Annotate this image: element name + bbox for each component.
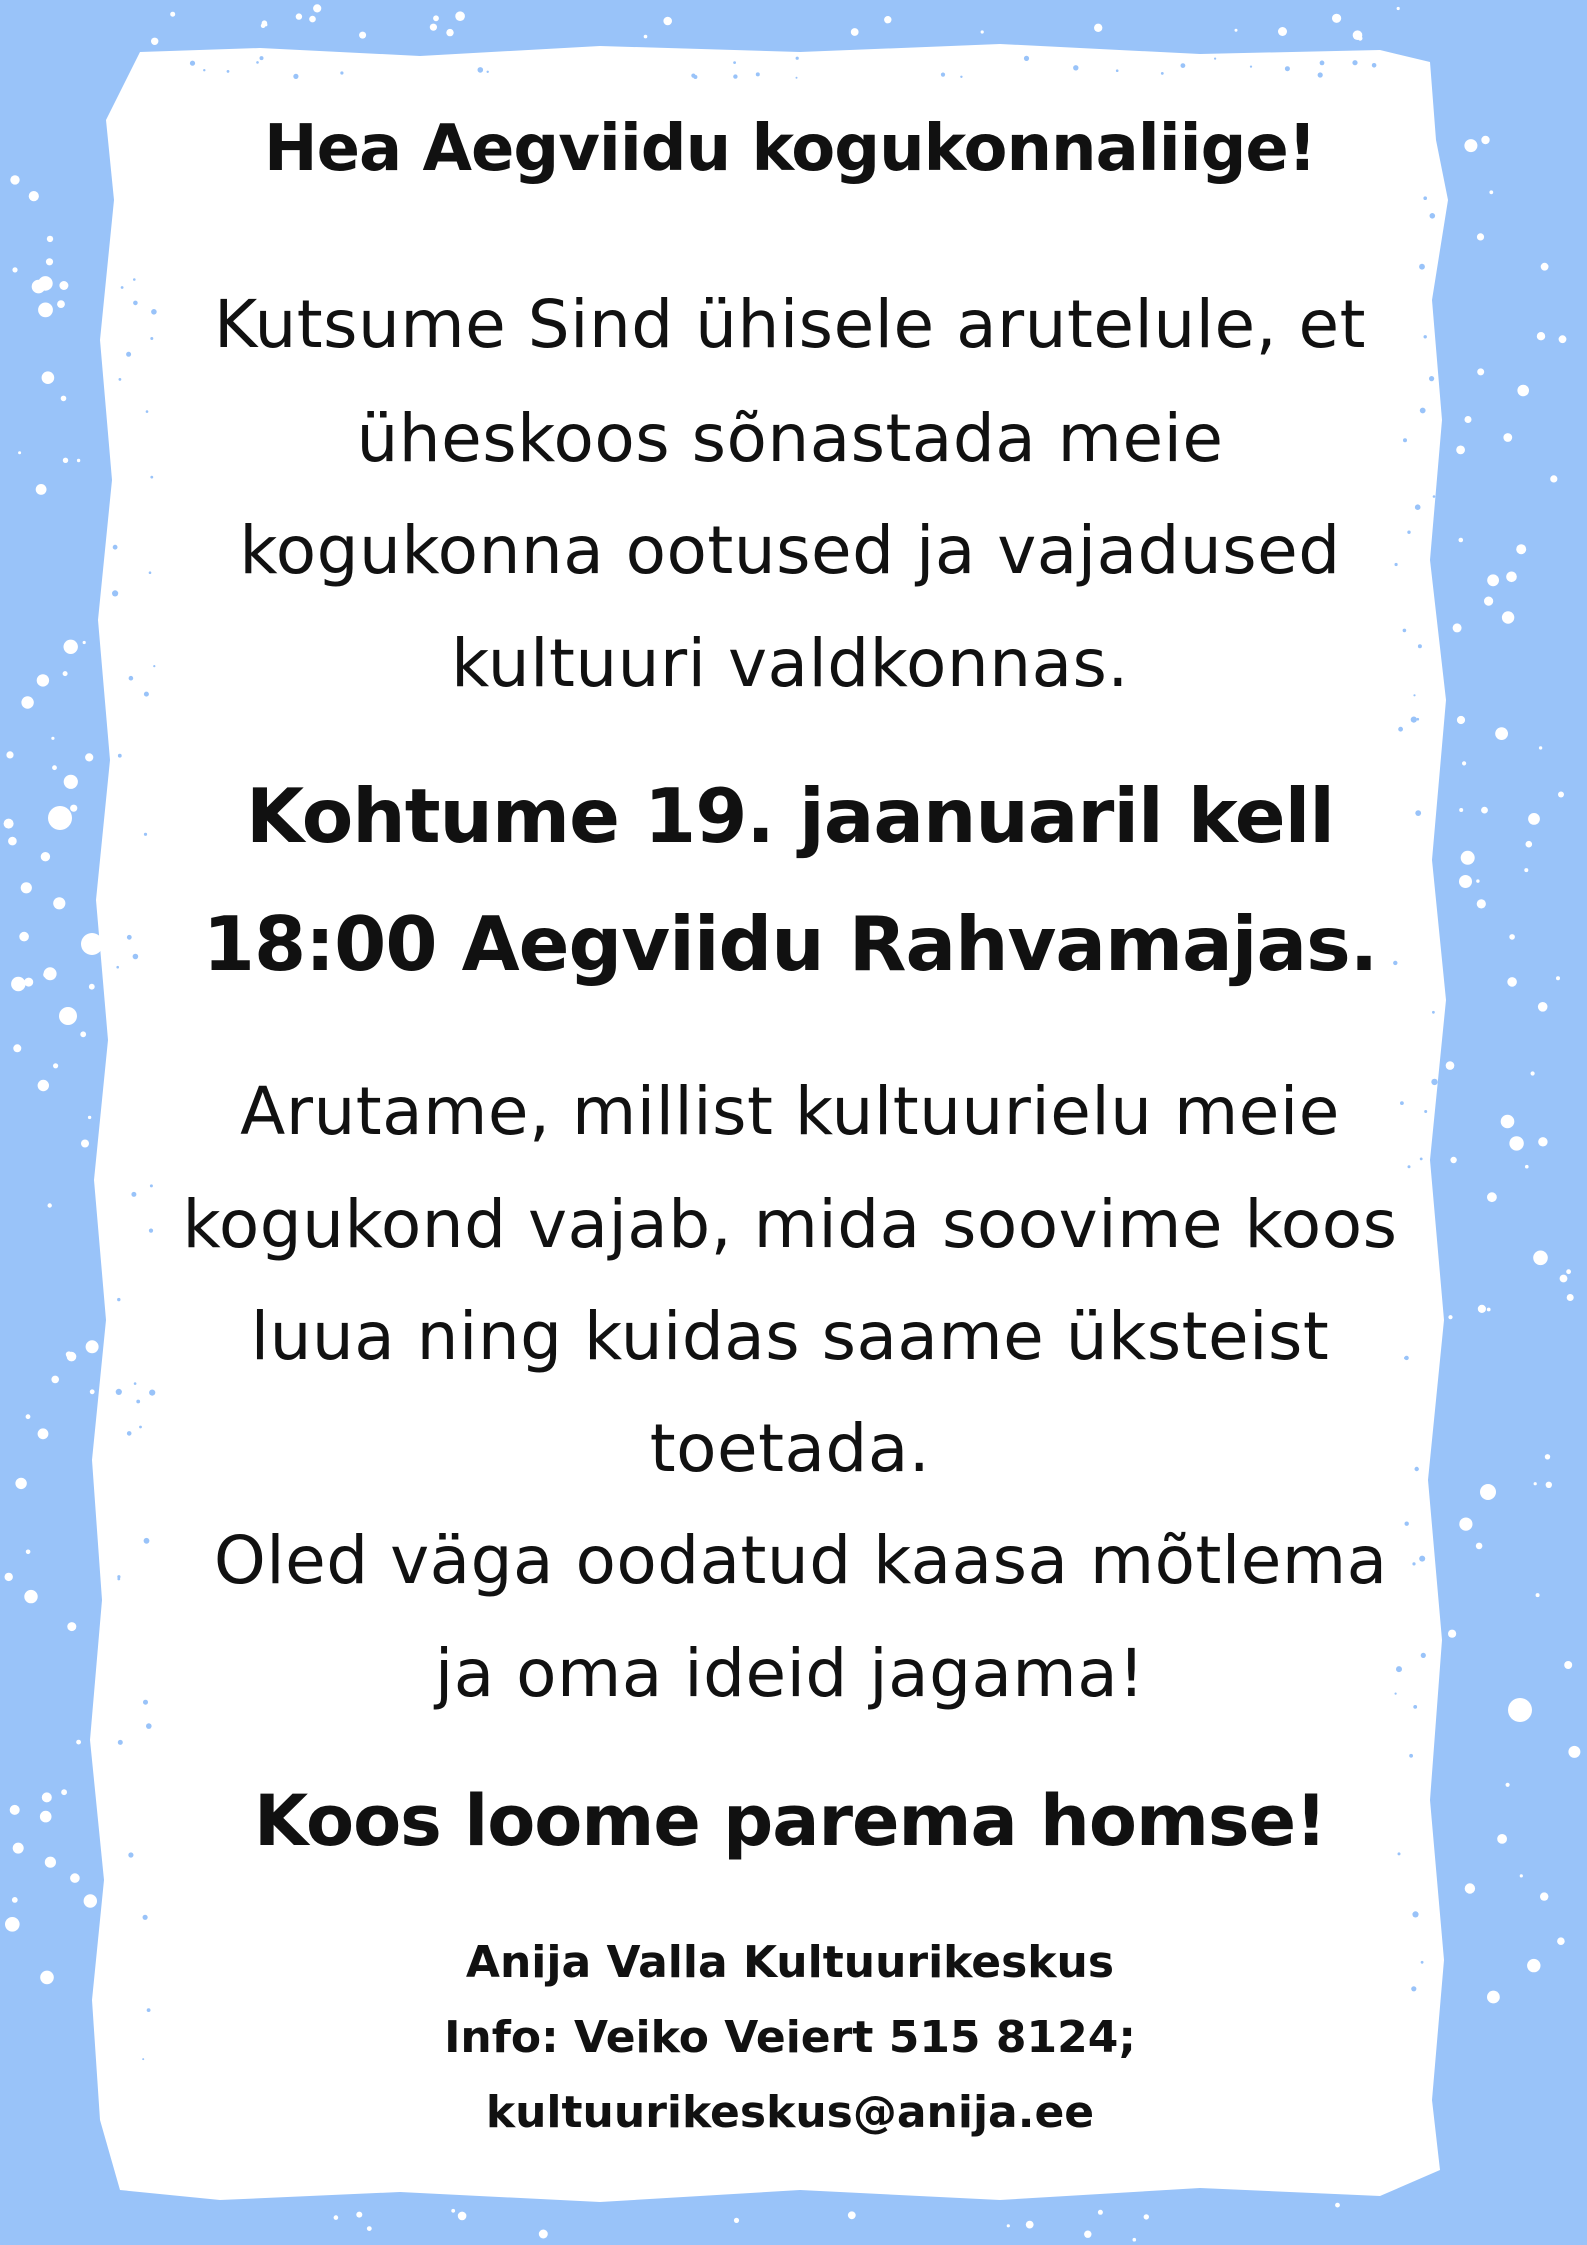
splatter-dot <box>1564 1661 1572 1669</box>
splatter-dot <box>1503 433 1512 442</box>
splatter-dot <box>1545 1454 1550 1459</box>
splatter-dot <box>117 1298 120 1301</box>
splatter-dot <box>1430 213 1436 219</box>
splatter-dot <box>1098 2210 1103 2215</box>
splatter-dot <box>693 75 697 79</box>
splatter-dot <box>1516 544 1526 554</box>
splatter-dot <box>1531 1071 1535 1075</box>
splatter-dot <box>1285 66 1290 71</box>
footer-organization: Anija Valla Kultuurikeskus <box>465 1937 1115 1988</box>
splatter-dot <box>38 303 53 318</box>
splatter-dot <box>1335 2203 1340 2208</box>
splatter-dot <box>8 837 17 846</box>
splatter-dot <box>1465 1883 1475 1893</box>
splatter-dot <box>61 396 67 402</box>
splatter-dot <box>113 545 118 550</box>
splatter-dot <box>63 671 68 676</box>
splatter-dot <box>1537 332 1545 340</box>
splatter-dot <box>1456 446 1465 455</box>
splatter-dot <box>53 897 65 909</box>
splatter-dot <box>12 267 17 272</box>
splatter-dot <box>24 1590 37 1603</box>
splatter-dot <box>128 1852 133 1857</box>
splatter-dot <box>1459 1518 1472 1531</box>
splatter-dot <box>136 1400 140 1404</box>
splatter-dot <box>1431 1079 1437 1085</box>
splatter-dot <box>1477 368 1484 375</box>
splatter-dot <box>367 2226 372 2231</box>
splatter-dot <box>1550 475 1557 482</box>
splatter-dot <box>458 2212 467 2221</box>
splatter-dot <box>941 73 945 77</box>
splatter-dot <box>143 1700 148 1705</box>
splatter-dot <box>129 676 134 681</box>
splatter-dot <box>1278 27 1287 36</box>
splatter-dot <box>1133 2238 1137 2242</box>
splatter-dot <box>1501 1115 1515 1129</box>
splatter-dot <box>112 590 118 596</box>
splatter-dot <box>1411 717 1417 723</box>
splatter-dot <box>1462 761 1466 765</box>
splatter-dot <box>1480 1484 1496 1500</box>
splatter-dot <box>1417 718 1420 721</box>
splatter-dot <box>796 57 799 60</box>
splatter-dot <box>144 692 149 697</box>
splatter-dot <box>116 1389 122 1395</box>
splatter-dot <box>1484 597 1493 606</box>
splatter-dot <box>796 77 798 79</box>
splatter-dot <box>139 1426 142 1429</box>
splatter-dot <box>455 11 465 21</box>
splatter-dot <box>40 1971 54 1985</box>
splatter-dot <box>359 32 366 39</box>
splatter-dot <box>40 1811 52 1823</box>
splatter-dot <box>296 13 302 19</box>
splatter-dot <box>1415 504 1421 510</box>
invitation-line-3: kogukonna ootused ja vajadused <box>239 512 1341 589</box>
splatter-dot <box>487 71 489 73</box>
splatter-dot <box>45 1857 56 1868</box>
splatter-dot <box>144 833 147 836</box>
splatter-dot <box>1557 1937 1565 1945</box>
splatter-dot <box>38 1428 49 1439</box>
splatter-dot <box>43 972 49 978</box>
splatter-dot <box>1144 2214 1149 2219</box>
splatter-dot <box>1461 851 1475 865</box>
discussion-line-1: Arutame, millist kultuurielu meie <box>240 1073 1340 1150</box>
splatter-dot <box>133 278 136 281</box>
splatter-dot <box>61 1789 67 1795</box>
splatter-dot <box>53 1063 58 1068</box>
splatter-dot <box>203 69 205 71</box>
splatter-dot <box>1433 495 1436 498</box>
splatter-dot <box>70 805 77 812</box>
splatter-dot <box>1372 63 1377 68</box>
splatter-dot <box>356 2212 362 2218</box>
splatter-dot <box>1397 7 1400 10</box>
splatter-dot <box>1409 1754 1413 1758</box>
splatter-dot <box>21 696 33 708</box>
splatter-dot <box>334 2215 339 2220</box>
splatter-dot <box>539 2230 548 2239</box>
splatter-dot <box>1497 1834 1507 1844</box>
splatter-dot <box>1538 1137 1547 1146</box>
splatter-dot <box>76 1740 81 1745</box>
splatter-dot <box>340 71 343 74</box>
splatter-dot <box>981 30 984 33</box>
splatter-dot <box>59 1007 77 1025</box>
splatter-dot <box>52 765 57 770</box>
splatter-dot <box>1419 264 1425 270</box>
splatter-dot <box>433 15 439 21</box>
splatter-dot <box>5 1917 20 1932</box>
splatter-dot <box>1506 1783 1510 1787</box>
splatter-dot <box>57 300 65 308</box>
splatter-dot <box>1538 1002 1548 1012</box>
splatter-dot <box>256 61 259 64</box>
splatter-dot <box>13 1843 24 1854</box>
splatter-dot <box>1487 1308 1491 1312</box>
splatter-dot <box>1481 136 1489 144</box>
splatter-dot <box>146 1723 152 1729</box>
discussion-line-2: kogukond vajab, mida soovime koos <box>182 1186 1398 1263</box>
splatter-dot <box>190 61 195 66</box>
splatter-dot <box>478 67 484 73</box>
splatter-dot <box>36 484 47 495</box>
splatter-dot <box>21 882 32 893</box>
splatter-dot <box>663 17 672 26</box>
splatter-dot <box>1487 1991 1500 2004</box>
splatter-dot <box>126 352 131 357</box>
splatter-dot <box>149 1390 155 1396</box>
footer-email: kultuurikeskus@anija.ee <box>485 2087 1095 2138</box>
splatter-dot <box>64 775 78 789</box>
splatter-dot <box>1432 1011 1435 1014</box>
splatter-dot <box>1528 813 1540 825</box>
splatter-dot <box>1567 1294 1574 1301</box>
splatter-dot <box>84 1894 97 1907</box>
splatter-dot <box>1026 2221 1034 2229</box>
splatter-dot <box>48 1203 52 1207</box>
splatter-dot <box>90 1389 95 1394</box>
splatter-dot <box>293 74 298 79</box>
splatter-dot <box>1448 1630 1456 1638</box>
splatter-dot <box>1506 572 1517 583</box>
splatter-dot <box>118 1740 123 1745</box>
splatter-dot <box>1489 190 1493 194</box>
splatter-dot <box>127 1431 132 1436</box>
splatter-dot <box>1524 868 1528 872</box>
splatter-dot <box>1453 623 1462 632</box>
splatter-dot <box>1508 1698 1532 1722</box>
splatter-dot <box>313 4 321 12</box>
splatter-dot <box>1560 1275 1568 1283</box>
splatter-dot <box>848 2211 856 2219</box>
splatter-dot <box>42 371 55 384</box>
splatter-dot <box>1533 1251 1548 1266</box>
splatter-dot <box>960 76 962 78</box>
splatter-dot <box>142 2058 144 2060</box>
splatter-dot <box>1235 29 1238 32</box>
splatter-dot <box>1495 727 1508 740</box>
discussion-line-5: Oled väga oodatud kaasa mõtlema <box>192 1522 1388 1599</box>
splatter-dot <box>13 1044 21 1052</box>
splatter-dot <box>67 1622 76 1631</box>
splatter-dot <box>1546 1482 1552 1488</box>
splatter-dot <box>1509 1136 1523 1150</box>
splatter-dot <box>1507 977 1517 987</box>
splatter-dot <box>1558 792 1564 798</box>
splatter-dot <box>117 1575 120 1578</box>
splatter-dot <box>18 451 21 454</box>
splatter-dot <box>24 978 33 987</box>
meeting-line-2: 18:00 Aegviidu Rahvamajas. <box>202 900 1378 988</box>
splatter-dot <box>1459 875 1472 888</box>
splatter-dot <box>116 966 119 969</box>
footer-contact: Info: Veiko Veiert 515 8124; <box>444 2012 1136 2063</box>
splatter-dot <box>1446 1061 1455 1070</box>
splatter-dot <box>1477 233 1484 240</box>
splatter-dot <box>77 459 80 462</box>
splatter-dot <box>734 2218 739 2223</box>
splatter-dot <box>85 753 93 761</box>
splatter-dot <box>1318 72 1323 77</box>
splatter-dot <box>12 1897 18 1903</box>
splatter-dot <box>1429 376 1434 381</box>
splatter-dot <box>5 1573 13 1581</box>
splatter-dot <box>1509 934 1515 940</box>
splatter-dot <box>10 175 19 184</box>
splatter-dot <box>1464 139 1477 152</box>
splatter-dot <box>1487 574 1499 586</box>
splatter-dot <box>1459 808 1463 812</box>
splatter-dot <box>1084 2231 1091 2238</box>
splatter-dot <box>88 1116 91 1119</box>
splatter-dot <box>83 641 86 644</box>
splatter-dot <box>1559 335 1567 343</box>
splatter-dot <box>1320 61 1325 66</box>
splatter-dot <box>1161 72 1164 75</box>
splatter-dot <box>1423 196 1427 200</box>
splatter-dot <box>1526 841 1533 848</box>
splatter-dot <box>19 932 29 942</box>
splatter-dot <box>143 1915 148 1920</box>
splatter-dot <box>1459 538 1464 543</box>
splatter-dot <box>1534 1482 1537 1485</box>
splatter-dot <box>1214 58 1216 60</box>
invitation-line-4: kultuuri valdkonnas. <box>451 625 1129 702</box>
splatter-dot <box>260 56 264 60</box>
splatter-dot <box>264 23 267 26</box>
splatter-dot <box>1520 1874 1523 1877</box>
invitation-line-1: Kutsume Sind ühisele arutelule, et <box>213 286 1367 363</box>
discussion-line-3: luua ning kuidas saame üksteist <box>250 1298 1330 1375</box>
splatter-dot <box>1487 1192 1497 1202</box>
splatter-dot <box>51 737 54 740</box>
splatter-dot <box>1539 746 1542 749</box>
greeting-heading: Hea Aegviidu kogukonnaliige! <box>264 112 1316 186</box>
splatter-dot <box>644 35 648 39</box>
splatter-dot <box>1525 1165 1529 1169</box>
splatter-dot <box>1116 69 1119 72</box>
splatter-dot <box>144 1538 150 1544</box>
splatter-dot <box>26 1414 31 1419</box>
splatter-dot <box>733 61 736 64</box>
splatter-dot <box>41 852 50 861</box>
splatter-dot <box>756 72 760 76</box>
splatter-dot <box>1568 1746 1580 1758</box>
splatter-dot <box>133 301 138 306</box>
splatter-dot <box>227 70 230 73</box>
splatter-dot <box>1332 14 1341 23</box>
splatter-dot <box>309 16 316 23</box>
splatter-dot <box>170 12 175 17</box>
splatter-dot <box>66 1351 72 1357</box>
splatter-dot <box>63 640 77 654</box>
splatter-dot <box>86 1340 99 1353</box>
splatter-dot <box>42 1792 52 1802</box>
splatter-dot <box>15 1478 26 1489</box>
splatter-dot <box>1412 1911 1418 1917</box>
splatter-dot <box>1527 1959 1540 1972</box>
splatter-dot <box>1481 807 1488 814</box>
splatter-dot <box>26 1550 31 1555</box>
splatter-dot <box>81 1140 89 1148</box>
splatter-dot <box>1073 65 1078 70</box>
splatter-dot <box>70 1873 80 1883</box>
splatter-dot <box>1541 263 1549 271</box>
splatter-dot <box>1536 1593 1540 1597</box>
splatter-dot <box>1094 24 1102 32</box>
meeting-line-1: Kohtume 19. jaanuaril kell <box>245 772 1335 860</box>
splatter-dot <box>1476 1543 1483 1550</box>
splatter-dot <box>1517 385 1529 397</box>
splatter-dot <box>81 933 103 955</box>
splatter-dot <box>1478 1305 1486 1313</box>
splatter-dot <box>11 977 25 991</box>
splatter-dot <box>89 984 95 990</box>
discussion-line-4: toetada. <box>649 1410 931 1487</box>
splatter-dot <box>59 281 68 290</box>
splatter-dot <box>4 819 14 829</box>
discussion-line-6: ja oma ideid jagama! <box>434 1635 1146 1712</box>
splatter-dot <box>446 29 453 36</box>
splatter-dot <box>1352 60 1357 65</box>
splatter-dot <box>430 24 437 31</box>
splatter-dot <box>1457 716 1465 724</box>
splatter-dot <box>1398 727 1403 732</box>
splatter-dot <box>6 751 13 758</box>
splatter-dot <box>119 378 122 381</box>
splatter-dot <box>1540 1892 1548 1900</box>
splatter-dot <box>1024 56 1029 61</box>
splatter-dot <box>121 286 124 289</box>
invitation-line-2: üheskoos sõnastada meie <box>356 400 1224 477</box>
splatter-dot <box>884 16 891 23</box>
splatter-dot <box>851 28 859 36</box>
splatter-dot <box>134 1382 137 1385</box>
splatter-dot <box>51 1376 59 1384</box>
splatter-dot <box>146 410 149 413</box>
splatter-dot <box>1566 1269 1571 1274</box>
splatter-dot <box>63 458 68 463</box>
splatter-dot <box>29 191 39 201</box>
splatter-dot <box>10 1805 20 1815</box>
splatter-dot <box>38 1080 49 1091</box>
splatter-dot <box>1502 611 1514 623</box>
splatter-dot <box>1408 1165 1411 1168</box>
splatter-dot <box>47 236 53 242</box>
splatter-dot <box>37 674 49 686</box>
splatter-dot <box>1448 1315 1452 1319</box>
splatter-dot <box>1477 899 1486 908</box>
splatter-dot <box>38 276 53 291</box>
splatter-dot <box>151 38 158 45</box>
slogan-heading: Koos loome parema homse! <box>253 1780 1326 1862</box>
splatter-dot <box>1556 976 1560 980</box>
splatter-dot <box>1476 879 1479 882</box>
splatter-dot <box>1007 2224 1010 2227</box>
splatter-dot <box>80 1031 86 1037</box>
splatter-dot <box>46 258 53 265</box>
splatter-dot <box>48 806 72 830</box>
splatter-dot <box>127 935 132 940</box>
splatter-dot <box>131 1192 136 1197</box>
splatter-dot <box>733 74 737 78</box>
splatter-dot <box>1250 66 1252 68</box>
splatter-dot <box>133 954 139 960</box>
splatter-dot <box>1358 36 1363 41</box>
splatter-dot <box>451 2209 455 2213</box>
splatter-dot <box>1420 1158 1423 1161</box>
splatter-dot <box>1465 416 1472 423</box>
splatter-dot <box>118 754 122 758</box>
splatter-dot <box>1450 1157 1456 1163</box>
splatter-dot <box>1181 63 1186 68</box>
